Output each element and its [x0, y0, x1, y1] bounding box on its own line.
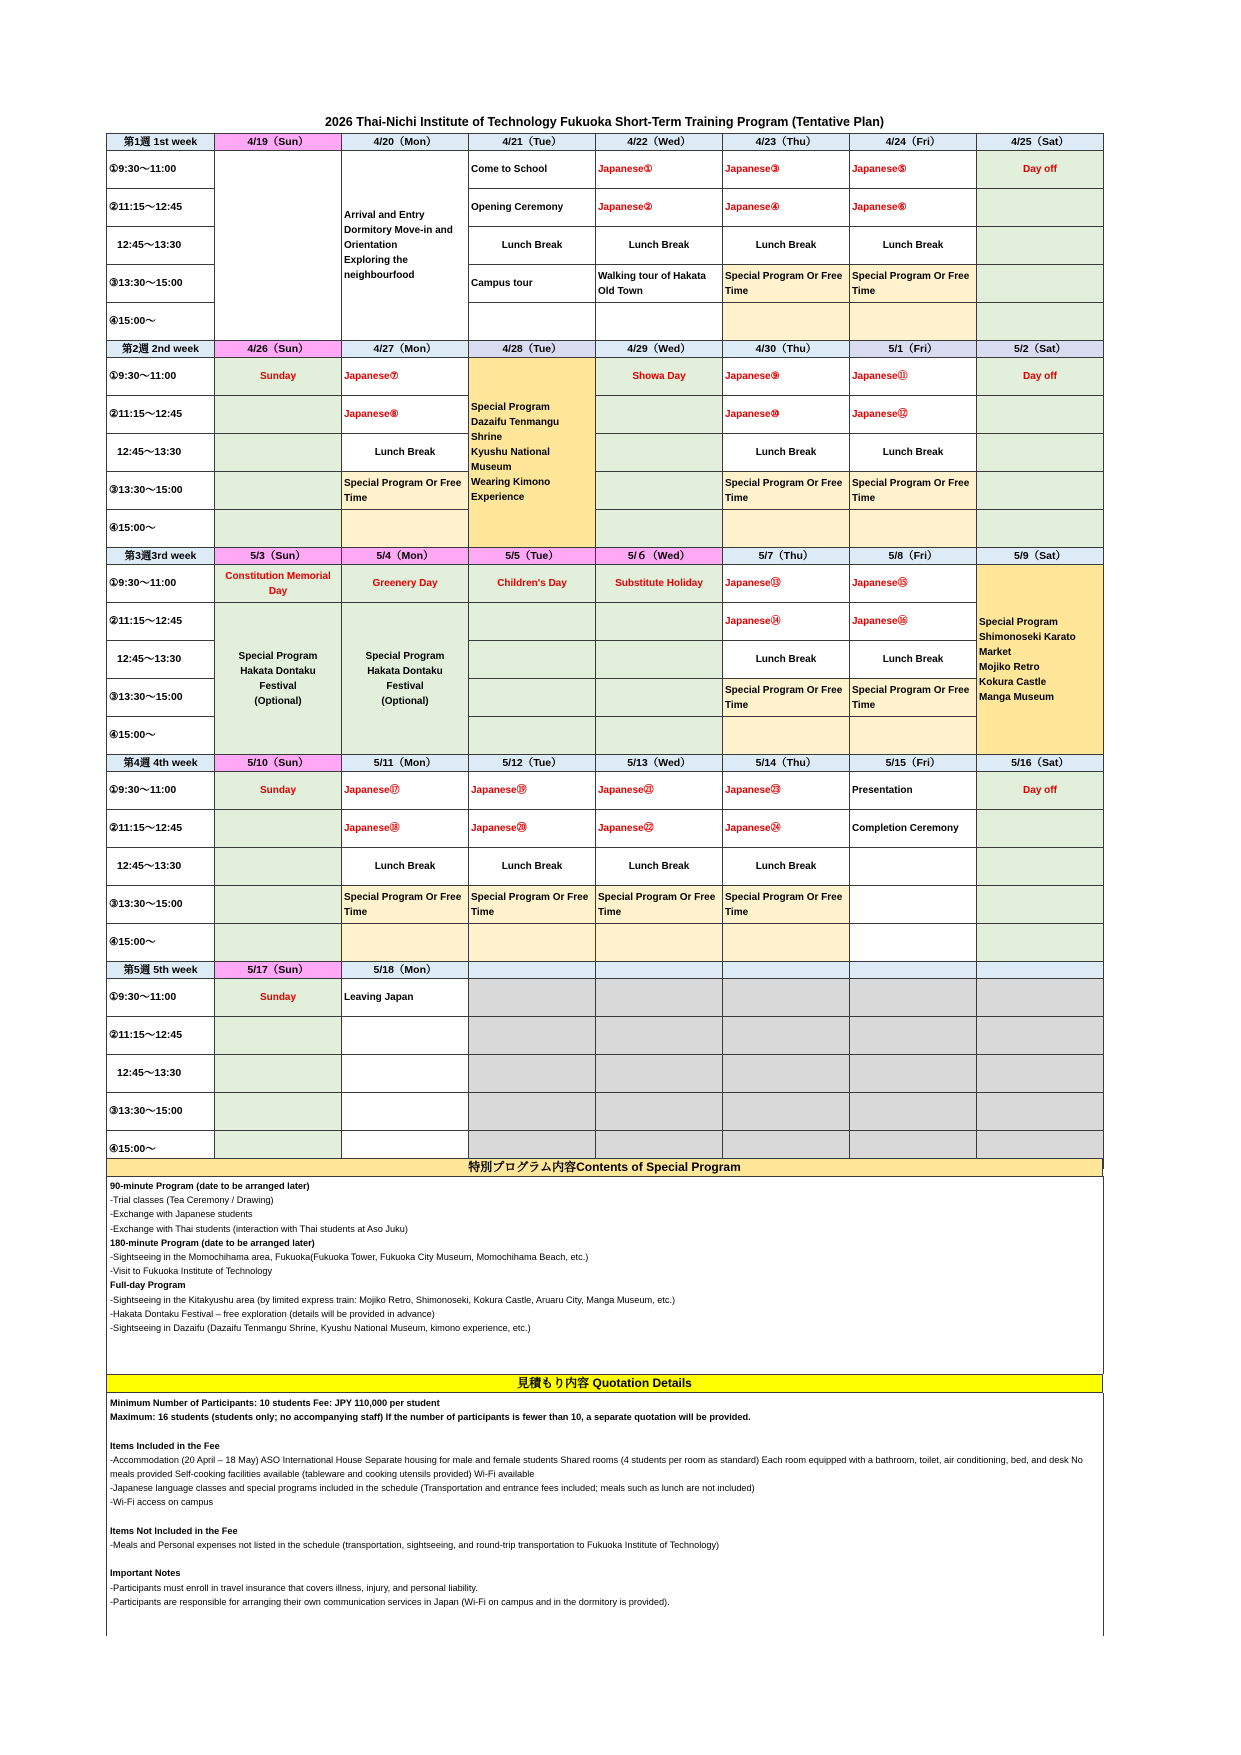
empty-cell	[977, 303, 1104, 341]
schedule-cell: Lunch Break	[723, 434, 850, 472]
schedule-cell: Japanese⑧	[342, 396, 469, 434]
schedule-cell: Lunch Break	[342, 848, 469, 886]
section-line: -Sightseeing in the Momochihama area, Fukuoka(Fukuoka Tower, Fukuoka City Museum, Momochihama Beach, etc.)	[110, 1252, 589, 1263]
time-slot-label: ③13:30～15:00	[107, 886, 215, 924]
week-header-row	[107, 134, 1104, 151]
section-subheading: 180-minute Program (date to be arranged later)	[110, 1237, 315, 1248]
section-subheading: Items Not Included in the Fee	[110, 1525, 238, 1536]
schedule-cell: Special Program Or Free Time	[723, 472, 850, 510]
time-slot-label: ①9:30～11:00	[107, 151, 215, 189]
schedule-cell: Sunday	[215, 772, 342, 810]
section-line: -Meals and Personal expenses not listed in the schedule (transportation, sightseeing, and round-trip transportation to Fukuoka Institute of Technology)	[110, 1540, 720, 1550]
empty-cell	[215, 472, 342, 510]
schedule-cell: Special Program Or Free Time	[723, 679, 850, 717]
empty-cell	[977, 1093, 1104, 1131]
section-subheading: Maximum: 16 students (students only; no accompanying staff) If the number of participants is fewer than 10, a separate quotation will be provided.	[110, 1412, 751, 1423]
schedule-cell: Special Program Hakata Dontaku Festival (Optional)	[215, 603, 342, 755]
quotation-heading: 見積もり内容 Quotation Details	[106, 1374, 1103, 1393]
empty-cell	[596, 303, 723, 341]
schedule-cell: Special Program Or Free Time	[596, 886, 723, 924]
empty-cell	[977, 1055, 1104, 1093]
empty-cell	[215, 1055, 342, 1093]
schedule-table	[106, 133, 1104, 1169]
empty-cell	[850, 303, 977, 341]
week-header-row	[107, 755, 1104, 772]
empty-cell	[850, 1093, 977, 1131]
empty-cell	[723, 1093, 850, 1131]
day-header: 5/8（Fri）	[850, 548, 977, 565]
schedule-cell: Day off	[977, 151, 1104, 189]
schedule-cell: Children's Day	[469, 565, 596, 603]
day-header: 5/６（Wed）	[596, 548, 723, 565]
day-header: 4/28（Tue）	[469, 341, 596, 358]
schedule-cell: Opening Ceremony	[469, 189, 596, 227]
empty-cell	[215, 924, 342, 962]
time-slot-row	[107, 565, 1104, 603]
section-line: -Sightseeing in Dazaifu (Dazaifu Tenmangu Shrine, Kyushu National Museum, kimono experience, etc.)	[110, 1323, 531, 1334]
time-slot-row	[107, 603, 1104, 641]
schedule-cell: Japanese⑯	[850, 603, 977, 641]
schedule-cell: Lunch Break	[469, 848, 596, 886]
schedule-cell: Special Program Or Free Time	[342, 472, 469, 510]
day-header: 5/17（Sun）	[215, 962, 342, 979]
section-subheading: Important Notes	[110, 1568, 181, 1579]
empty-cell	[977, 472, 1104, 510]
empty-cell	[850, 1017, 977, 1055]
day-header: 5/5（Tue）	[469, 548, 596, 565]
schedule-cell: Completion Ceremony	[850, 810, 977, 848]
empty-cell	[596, 679, 723, 717]
empty-cell	[723, 1055, 850, 1093]
schedule-cell: Japanese⑲	[469, 772, 596, 810]
empty-cell	[469, 641, 596, 679]
empty-cell	[977, 886, 1104, 924]
time-slot-label: 12:45～13:30	[107, 848, 215, 886]
empty-cell	[469, 1093, 596, 1131]
schedule-cell: Day off	[977, 358, 1104, 396]
empty-cell	[723, 717, 850, 755]
section-line: -Exchange with Japanese students	[110, 1209, 253, 1220]
section-line: -Visit to Fukuoka Institute of Technology	[110, 1266, 273, 1277]
time-slot-label: ②11:15～12:45	[107, 396, 215, 434]
day-header: 5/7（Thu）	[723, 548, 850, 565]
empty-cell	[342, 1017, 469, 1055]
empty-cell	[850, 979, 977, 1017]
time-slot-label: ②11:15～12:45	[107, 189, 215, 227]
time-slot-label: ④15:00～	[107, 717, 215, 755]
empty-cell	[850, 848, 977, 886]
section-subheading: 90-minute Program (date to be arranged later)	[110, 1181, 310, 1191]
empty-cell	[215, 1093, 342, 1131]
empty-cell	[977, 189, 1104, 227]
schedule-cell: Japanese⑪	[850, 358, 977, 396]
schedule-cell: Special Program Or Free Time	[723, 886, 850, 924]
schedule-cell: Greenery Day	[342, 565, 469, 603]
schedule-cell: Lunch Break	[723, 848, 850, 886]
week-label: 第2週 2nd week	[107, 341, 215, 358]
schedule-cell: Lunch Break	[596, 227, 723, 265]
empty-cell	[342, 924, 469, 962]
week-label: 第1週 1st week	[107, 134, 215, 151]
schedule-cell: Japanese⑬	[723, 565, 850, 603]
schedule-cell: Lunch Break	[723, 641, 850, 679]
schedule-cell: Japanese③	[723, 151, 850, 189]
day-header: 5/2（Sat）	[977, 341, 1104, 358]
schedule-cell: Special Program Shimonoseki Karato Market Mojiko Retro Kokura Castle Manga Museum	[977, 565, 1104, 755]
time-slot-label: ①9:30～11:00	[107, 772, 215, 810]
schedule-cell: Lunch Break	[596, 848, 723, 886]
time-slot-row	[107, 472, 1104, 510]
time-slot-row	[107, 510, 1104, 548]
section-subheading: Items Included in the Fee	[110, 1440, 220, 1451]
time-slot-label: ②11:15～12:45	[107, 1017, 215, 1055]
empty-cell	[596, 396, 723, 434]
empty-cell	[596, 979, 723, 1017]
section-line: -Wi-Fi access on campus	[110, 1497, 214, 1508]
empty-cell	[596, 1017, 723, 1055]
schedule-cell: Japanese㉔	[723, 810, 850, 848]
time-slot-label: ③13:30～15:00	[107, 1093, 215, 1131]
empty-cell	[469, 679, 596, 717]
empty-cell	[850, 717, 977, 755]
schedule-cell: Japanese⑤	[850, 151, 977, 189]
schedule-cell: Special Program Or Free Time	[850, 472, 977, 510]
empty-cell	[469, 979, 596, 1017]
week-header-row	[107, 962, 1104, 979]
empty-cell	[850, 924, 977, 962]
empty-cell	[469, 603, 596, 641]
time-slot-label: ③13:30～15:00	[107, 472, 215, 510]
day-header: 5/15（Fri）	[850, 755, 977, 772]
section-line	[110, 1424, 1101, 1438]
day-header: 4/29（Wed）	[596, 341, 723, 358]
special-program-heading: 特別プログラム内容Contents of Special Program	[106, 1158, 1103, 1177]
empty-cell	[977, 434, 1104, 472]
schedule-cell: Special Program Or Free Time	[342, 886, 469, 924]
empty-cell	[977, 848, 1104, 886]
empty-cell	[723, 979, 850, 1017]
empty-cell	[596, 924, 723, 962]
section-line: -Japanese language classes and special programs included in the schedule (Transportation and entrance fees included; meals such as lunch are not included)	[110, 1483, 755, 1494]
schedule-cell: Sunday	[215, 979, 342, 1017]
section-line: -Trial classes (Tea Ceremony / Drawing)	[110, 1195, 274, 1206]
empty-cell	[215, 848, 342, 886]
day-header: 5/1（Fri）	[850, 341, 977, 358]
section-line: -Participants must enroll in travel insurance that covers illness, injury, and personal liability.	[110, 1582, 478, 1593]
empty-cell	[596, 472, 723, 510]
day-header: 4/30（Thu）	[723, 341, 850, 358]
empty-cell	[215, 151, 342, 341]
time-slot-label: 12:45～13:30	[107, 641, 215, 679]
empty-cell	[723, 1017, 850, 1055]
day-header: 5/10（Sun）	[215, 755, 342, 772]
section-line: -Accommodation (20 April – 18 May) ASO International House Separate housing for male and female students Shared rooms (4 students per room as standard) Each room equipped with a bathroom, toilet, air conditioning, bed, and desk No meals provided Self-cooking facilities available (tableware and cooking utensils provided) Wi-Fi available	[110, 1454, 1083, 1479]
empty-cell	[977, 810, 1104, 848]
time-slot-label: ①9:30～11:00	[107, 979, 215, 1017]
day-header: 5/18（Mon）	[342, 962, 469, 979]
time-slot-label: ④15:00～	[107, 510, 215, 548]
day-header: 5/16（Sat）	[977, 755, 1104, 772]
schedule-cell: Campus tour	[469, 265, 596, 303]
empty-cell	[723, 303, 850, 341]
empty-cell	[596, 717, 723, 755]
day-header: 5/13（Wed）	[596, 755, 723, 772]
time-slot-label: ①9:30～11:00	[107, 358, 215, 396]
empty-cell	[596, 434, 723, 472]
week-label: 第4週 4th week	[107, 755, 215, 772]
empty-cell	[723, 924, 850, 962]
schedule-cell: Special Program Or Free Time	[850, 265, 977, 303]
empty-cell	[215, 396, 342, 434]
schedule-cell: Lunch Break	[850, 434, 977, 472]
special-program-contents	[106, 1176, 1104, 1374]
time-slot-label: ②11:15～12:45	[107, 810, 215, 848]
time-slot-label: 12:45～13:30	[107, 434, 215, 472]
time-slot-row	[107, 358, 1104, 396]
time-slot-row	[107, 396, 1104, 434]
empty-cell	[596, 1093, 723, 1131]
empty-cell	[469, 303, 596, 341]
time-slot-label: 12:45～13:30	[107, 227, 215, 265]
day-header: 4/22（Wed）	[596, 134, 723, 151]
schedule-cell: Special Program Hakata Dontaku Festival (Optional)	[342, 603, 469, 755]
empty-cell	[850, 510, 977, 548]
schedule-cell: Constitution Memorial Day	[215, 565, 342, 603]
empty-cell	[596, 510, 723, 548]
time-slot-row	[107, 848, 1104, 886]
day-header: 4/19（Sun）	[215, 134, 342, 151]
schedule-cell: Sunday	[215, 358, 342, 396]
schedule-cell: Japanese⑩	[723, 396, 850, 434]
empty-cell	[977, 510, 1104, 548]
schedule-cell: Lunch Break	[723, 227, 850, 265]
empty-cell	[977, 396, 1104, 434]
quotation-contents	[106, 1393, 1104, 1636]
schedule-cell: Lunch Break	[342, 434, 469, 472]
empty-cell	[342, 1093, 469, 1131]
schedule-cell: Arrival and Entry Dormitory Move-in and Orientation Exploring the neighbourfood	[342, 151, 469, 341]
empty-cell	[342, 1055, 469, 1093]
time-slot-row	[107, 810, 1104, 848]
schedule-cell: Japanese⑮	[850, 565, 977, 603]
time-slot-row	[107, 772, 1104, 810]
schedule-cell: Walking tour of Hakata Old Town	[596, 265, 723, 303]
empty-cell	[215, 886, 342, 924]
week-header-row	[107, 548, 1104, 565]
day-header: 5/3（Sun）	[215, 548, 342, 565]
schedule-cell: Come to School	[469, 151, 596, 189]
day-header	[977, 962, 1104, 979]
section-line: -Sightseeing in the Kitakyushu area (by limited express train: Mojiko Retro, Shimonoseki, Kokura Castle, Aruaru City, Manga Museum, etc.)	[110, 1294, 676, 1305]
time-slot-label: ③13:30～15:00	[107, 679, 215, 717]
empty-cell	[469, 1017, 596, 1055]
schedule-cell: Japanese⑳	[469, 810, 596, 848]
day-header: 5/12（Tue）	[469, 755, 596, 772]
schedule-cell: Special Program Or Free Time	[850, 679, 977, 717]
empty-cell	[215, 510, 342, 548]
empty-cell	[469, 924, 596, 962]
time-slot-row	[107, 886, 1104, 924]
schedule-cell: Day off	[977, 772, 1104, 810]
day-header	[850, 962, 977, 979]
day-header: 5/11（Mon）	[342, 755, 469, 772]
time-slot-label: ①9:30～11:00	[107, 565, 215, 603]
day-header: 5/4（Mon）	[342, 548, 469, 565]
schedule-cell: Lunch Break	[850, 227, 977, 265]
week-header-row	[107, 341, 1104, 358]
schedule-cell: Japanese⑱	[342, 810, 469, 848]
schedule-cell: Substitute Holiday	[596, 565, 723, 603]
section-line: -Participants are responsible for arranging their own communication services in Japan (Wi-Fi on campus and in the dormitory is provided).	[110, 1596, 670, 1607]
section-line: -Exchange with Thai students (interaction with Thai students at Aso Juku)	[110, 1223, 408, 1234]
time-slot-label: ④15:00～	[107, 303, 215, 341]
day-header: 4/24（Fri）	[850, 134, 977, 151]
empty-cell	[215, 810, 342, 848]
empty-cell	[977, 924, 1104, 962]
day-header: 4/20（Mon）	[342, 134, 469, 151]
day-header	[723, 962, 850, 979]
empty-cell	[977, 979, 1104, 1017]
schedule-cell: Lunch Break	[850, 641, 977, 679]
time-slot-row	[107, 1093, 1104, 1131]
schedule-cell: Special Program Dazaifu Tenmangu Shrine Kyushu National Museum Wearing Kimono Experience	[469, 358, 596, 548]
time-slot-label: ③13:30～15:00	[107, 265, 215, 303]
section-line	[110, 1510, 1101, 1524]
time-slot-label: ④15:00～	[107, 924, 215, 962]
section-subheading: Minimum Number of Participants: 10 students Fee: JPY 110,000 per student	[110, 1398, 440, 1408]
empty-cell	[596, 1055, 723, 1093]
day-header: 4/21（Tue）	[469, 134, 596, 151]
section-line: -Hakata Dontaku Festival – free exploration (details will be provided in advance)	[110, 1308, 435, 1319]
time-slot-row	[107, 434, 1104, 472]
empty-cell	[723, 510, 850, 548]
day-header: 4/23（Thu）	[723, 134, 850, 151]
week-label: 第5週 5th week	[107, 962, 215, 979]
time-slot-label: ②11:15～12:45	[107, 603, 215, 641]
schedule-cell: Lunch Break	[469, 227, 596, 265]
empty-cell	[977, 227, 1104, 265]
schedule-cell: Japanese②	[596, 189, 723, 227]
schedule-cell: Japanese⑦	[342, 358, 469, 396]
day-header: 4/26（Sun）	[215, 341, 342, 358]
day-header: 4/27（Mon）	[342, 341, 469, 358]
schedule-cell: Japanese⑫	[850, 396, 977, 434]
empty-cell	[850, 1055, 977, 1093]
schedule-cell: Showa Day	[596, 358, 723, 396]
schedule-cell: Japanese①	[596, 151, 723, 189]
time-slot-row	[107, 151, 1104, 189]
empty-cell	[977, 265, 1104, 303]
empty-cell	[596, 641, 723, 679]
schedule-cell: Japanese④	[723, 189, 850, 227]
empty-cell	[977, 1017, 1104, 1055]
schedule-cell: Japanese⑥	[850, 189, 977, 227]
schedule-cell: Japanese㉑	[596, 772, 723, 810]
day-header: 5/14（Thu）	[723, 755, 850, 772]
time-slot-row	[107, 1017, 1104, 1055]
empty-cell	[215, 434, 342, 472]
day-header	[596, 962, 723, 979]
empty-cell	[850, 886, 977, 924]
day-header: 4/25（Sat）	[977, 134, 1104, 151]
schedule-cell: Special Program Or Free Time	[469, 886, 596, 924]
time-slot-label: 12:45～13:30	[107, 1055, 215, 1093]
schedule-cell: Japanese⑨	[723, 358, 850, 396]
day-header: 5/9（Sat）	[977, 548, 1104, 565]
empty-cell	[215, 1017, 342, 1055]
time-slot-row	[107, 979, 1104, 1017]
day-header	[469, 962, 596, 979]
schedule-cell: Presentation	[850, 772, 977, 810]
section-line	[110, 1552, 1101, 1566]
empty-cell	[596, 603, 723, 641]
time-slot-row	[107, 1055, 1104, 1093]
empty-cell	[469, 717, 596, 755]
week-label: 第3週3rd week	[107, 548, 215, 565]
schedule-cell: Leaving Japan	[342, 979, 469, 1017]
schedule-cell: Japanese⑰	[342, 772, 469, 810]
empty-cell	[342, 510, 469, 548]
section-subheading: Full-day Program	[110, 1280, 186, 1291]
schedule-cell: Japanese㉒	[596, 810, 723, 848]
empty-cell	[469, 1055, 596, 1093]
schedule-cell: Japanese⑭	[723, 603, 850, 641]
document-title: 2026 Thai-Nichi Institute of Technology Fukuoka Short-Term Training Program (Tentative Plan)	[324, 115, 885, 129]
schedule-cell: Japanese㉓	[723, 772, 850, 810]
time-slot-row	[107, 924, 1104, 962]
time-slot-label: ④15:00～	[107, 1131, 215, 1169]
schedule-cell: Special Program Or Free Time	[723, 265, 850, 303]
